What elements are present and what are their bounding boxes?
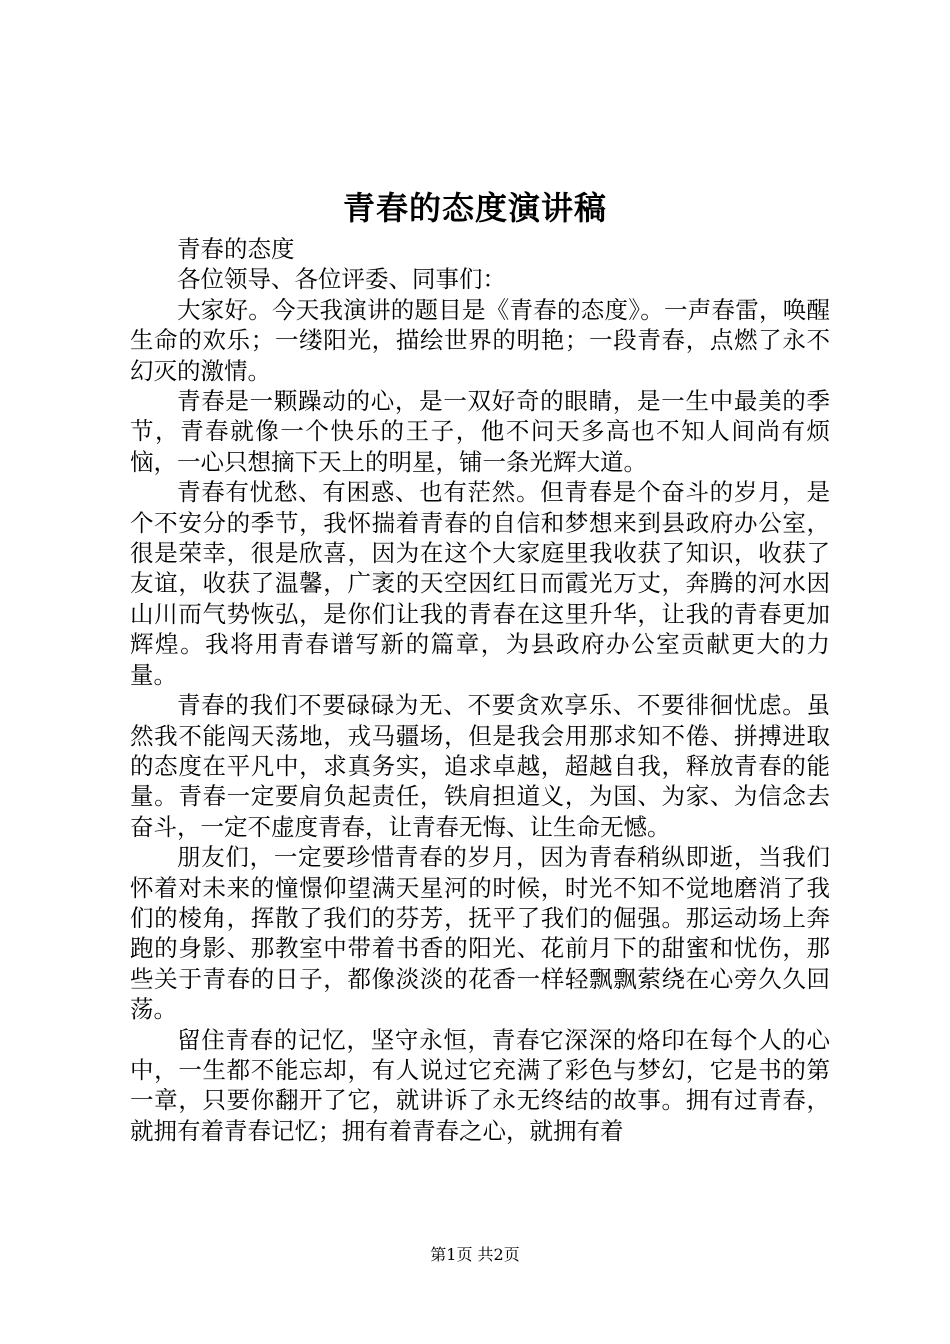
paragraph: 青春的我们不要碌碌为无、不要贪欢享乐、不要徘徊忧虑。虽然我不能闯天荡地，戎马疆场，但是我会用那求知不倦、拼搏进取的态度在平凡中，求真务实，追求卓越，超越自我，释放青春的能量。青春一定要肩负起责任，铁肩担道义，为国、为家、为信念去奋斗，一定不虚度青春，让青春无悔、让生命无憾。 bbox=[130, 691, 830, 841]
paragraph-heading: 青春的态度 bbox=[177, 235, 295, 263]
paragraph: 朋友们，一定要珍惜青春的岁月，因为青春稍纵即逝，当我们怀着对未来的憧憬仰望满天星河的时候，时光不知不觉地磨消了我们的棱角，挥散了我们的芬芳，抚平了我们的倔强。那运动场上奔跑的身影、那教室中带着书香的阳光、花前月下的甜蜜和忧伤，那些关于青春的日子，都像淡淡的花香一样轻飘飘萦绕在心旁久久回荡。 bbox=[130, 843, 830, 1024]
paragraph: 大家好。今天我演讲的题目是《青春的态度》。一声春雷，唤醒生命的欢乐；一缕阳光，描绘世界的明艳；一段青春，点燃了永不幻灭的激情。 bbox=[130, 295, 830, 385]
document-body bbox=[130, 234, 830, 1146]
paragraph-salutation: 各位领导、各位评委、同事们： bbox=[177, 265, 506, 294]
page-footer: 第1页 共2页 bbox=[430, 1245, 520, 1264]
document-title: 青春的态度演讲稿 bbox=[342, 189, 607, 227]
paragraph: 青春是一颗躁动的心，是一双好奇的眼睛，是一生中最美的季节，青春就像一个快乐的王子，他不问天多高也不知人间尚有烦恼，一心只想摘下天上的明星，铺一条光辉大道。 bbox=[130, 387, 830, 476]
paragraph: 青春有忧愁、有困惑、也有茫然。但青春是个奋斗的岁月，是个不安分的季节，我怀揣着青春的自信和梦想来到县政府办公室，很是荣幸，很是欣喜，因为在这个大家庭里我收获了知识，收获了友谊，收获了温馨，广袤的天空因红日而霞光万丈，奔腾的河水因山川而气势恢弘，是你们让我的青春在这里升华，让我的青春更加辉煌。我将用青春谱写新的篇章，为县政府办公室贡献更大的力量。 bbox=[130, 478, 830, 689]
paragraph: 留住青春的记忆，坚守永恒，青春它深深的烙印在每个人的心中，一生都不能忘却，有人说过它充满了彩色与梦幻，它是书的第一章，只要你翻开了它，就讲诉了永无终结的故事。拥有过青春，就拥有着青春记忆；拥有着青春之心，就拥有着 bbox=[130, 1025, 830, 1145]
